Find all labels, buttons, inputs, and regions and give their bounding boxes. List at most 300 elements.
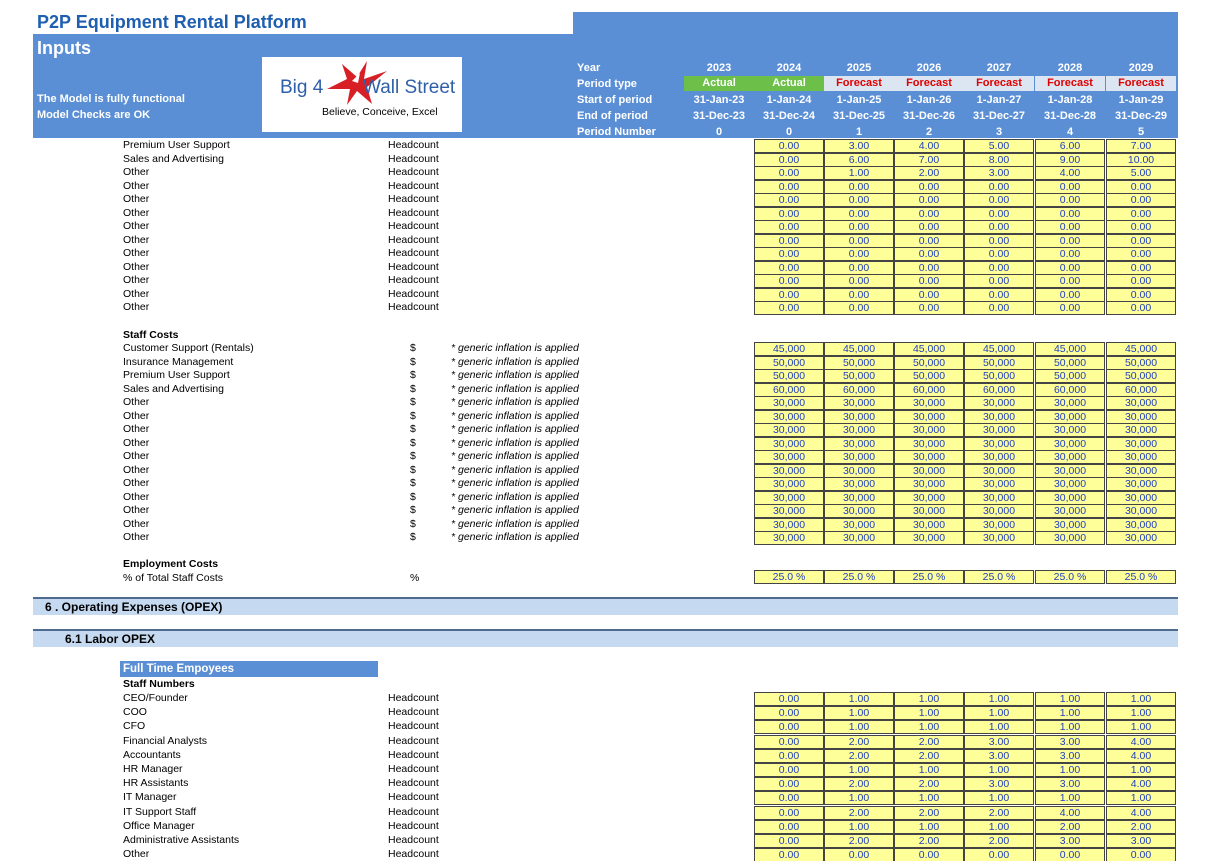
- staff-cost-cell[interactable]: 30,000: [1106, 491, 1176, 505]
- staff-cost-cell[interactable]: 30,000: [894, 410, 964, 424]
- fte-cell[interactable]: 3.00: [1035, 735, 1105, 749]
- staff-cost-cell[interactable]: 30,000: [824, 450, 894, 464]
- staff-cost-cell[interactable]: 60,000: [964, 383, 1034, 397]
- fte-row-unit: Headcount: [388, 805, 439, 818]
- fte-row-label: CEO/Founder: [123, 692, 188, 704]
- staff-cost-cell[interactable]: 30,000: [754, 491, 824, 505]
- end-of-period-2026: 31-Dec-26: [903, 110, 955, 122]
- staff-cost-cell[interactable]: 30,000: [1035, 504, 1105, 518]
- fte-cell[interactable]: 2.00: [894, 777, 964, 791]
- staff-cost-cell[interactable]: 30,000: [1106, 464, 1176, 478]
- employment-costs-label: % of Total Staff Costs: [123, 572, 223, 584]
- fte-cell[interactable]: 1.00: [964, 720, 1034, 734]
- headcount-cell[interactable]: 0.00: [964, 247, 1034, 261]
- staff-cost-cell[interactable]: 30,000: [1035, 396, 1105, 410]
- headcount-cell[interactable]: 0.00: [1106, 261, 1176, 275]
- fte-cell[interactable]: 0.00: [754, 706, 824, 720]
- headcount-cell[interactable]: 4.00: [894, 139, 964, 153]
- employment-cost-cell[interactable]: 25.0 %: [894, 570, 964, 584]
- fte-cell[interactable]: 3.00: [1035, 777, 1105, 791]
- fte-cell[interactable]: 1.00: [894, 692, 964, 706]
- staff-cost-cell[interactable]: 30,000: [824, 410, 894, 424]
- headcount-cell[interactable]: 0.00: [754, 234, 824, 248]
- fte-cell[interactable]: 2.00: [824, 777, 894, 791]
- staff-cost-row-label: Other: [123, 409, 150, 422]
- headcount-cell[interactable]: 0.00: [1035, 193, 1105, 207]
- staff-cost-cell[interactable]: 30,000: [894, 437, 964, 451]
- headcount-cell[interactable]: 0.00: [824, 220, 894, 234]
- staff-cost-cell[interactable]: 60,000: [894, 383, 964, 397]
- staff-cost-cell[interactable]: 30,000: [1035, 531, 1105, 545]
- fte-cell[interactable]: 1.00: [964, 791, 1034, 805]
- period-type-2029: Forecast: [1106, 76, 1176, 91]
- headcount-row-label: Other: [123, 179, 150, 192]
- end-of-period-2028: 31-Dec-28: [1044, 110, 1096, 122]
- staff-cost-cell[interactable]: 30,000: [894, 491, 964, 505]
- staff-cost-row-label: Other: [123, 423, 150, 435]
- staff-cost-cell[interactable]: 30,000: [824, 504, 894, 518]
- staff-cost-row-label: Other: [123, 504, 150, 516]
- headcount-cell[interactable]: 0.00: [894, 193, 964, 207]
- headcount-cell[interactable]: 0.00: [964, 207, 1034, 221]
- fte-cell[interactable]: 3.00: [964, 735, 1034, 749]
- fte-cell[interactable]: 1.00: [824, 763, 894, 777]
- staff-cost-row-label: Sales and Advertising: [123, 382, 224, 395]
- headcount-cell[interactable]: 0.00: [1035, 207, 1105, 221]
- staff-cost-cell[interactable]: 30,000: [1035, 410, 1105, 424]
- employment-cost-cell[interactable]: 25.0 %: [964, 570, 1034, 584]
- staff-cost-cell[interactable]: 30,000: [824, 464, 894, 478]
- staff-cost-cell[interactable]: 30,000: [824, 531, 894, 545]
- fte-cell[interactable]: 3.00: [1035, 749, 1105, 763]
- inflation-note: * generic inflation is applied: [451, 463, 579, 476]
- headcount-cell[interactable]: 0.00: [964, 301, 1034, 315]
- staff-cost-cell[interactable]: 45,000: [1106, 342, 1176, 356]
- fte-cell[interactable]: 0.00: [754, 720, 824, 734]
- staff-cost-cell[interactable]: 30,000: [754, 437, 824, 451]
- staff-cost-cell[interactable]: 30,000: [1035, 491, 1105, 505]
- staff-cost-cell[interactable]: 45,000: [754, 342, 824, 356]
- end-of-period-2029: 31-Dec-29: [1115, 110, 1167, 122]
- staff-cost-cell[interactable]: 50,000: [824, 356, 894, 370]
- headcount-cell[interactable]: 0.00: [824, 180, 894, 194]
- fte-row-label: IT Manager: [123, 791, 177, 804]
- headcount-cell[interactable]: 0.00: [754, 288, 824, 302]
- headcount-cell[interactable]: 0.00: [964, 261, 1034, 275]
- inflation-note: * generic inflation is applied: [451, 531, 579, 543]
- headcount-cell[interactable]: 10.00: [1106, 153, 1176, 167]
- staff-cost-cell[interactable]: 60,000: [824, 383, 894, 397]
- fte-cell[interactable]: 0.00: [1106, 848, 1176, 861]
- staff-cost-cell[interactable]: 30,000: [824, 437, 894, 451]
- header-label-period-type: Period type: [577, 78, 637, 90]
- fte-cell[interactable]: 1.00: [964, 706, 1034, 720]
- fte-cell[interactable]: 0.00: [754, 806, 824, 820]
- headcount-cell[interactable]: 0.00: [1035, 234, 1105, 248]
- staff-cost-cell[interactable]: 30,000: [1035, 450, 1105, 464]
- header-year-2028: 2028: [1057, 62, 1083, 74]
- fte-cell[interactable]: 4.00: [1035, 806, 1105, 820]
- fte-cell[interactable]: 1.00: [824, 706, 894, 720]
- staff-cost-cell[interactable]: 30,000: [1035, 464, 1105, 478]
- headcount-cell[interactable]: 0.00: [754, 247, 824, 261]
- staff-cost-cell[interactable]: 30,000: [964, 477, 1034, 491]
- fte-cell[interactable]: 2.00: [824, 834, 894, 848]
- header-year-2029: 2029: [1128, 62, 1154, 74]
- headcount-cell[interactable]: 0.00: [964, 220, 1034, 234]
- staff-cost-cell[interactable]: 30,000: [754, 531, 824, 545]
- headcount-cell[interactable]: 0.00: [754, 193, 824, 207]
- staff-cost-cell[interactable]: 30,000: [894, 518, 964, 532]
- staff-cost-cell[interactable]: 45,000: [1035, 342, 1105, 356]
- headcount-cell[interactable]: 0.00: [894, 261, 964, 275]
- staff-cost-cell[interactable]: 50,000: [824, 369, 894, 383]
- fte-cell[interactable]: 1.00: [894, 791, 964, 805]
- staff-cost-row-label: Other: [123, 396, 150, 408]
- headcount-cell[interactable]: 0.00: [964, 193, 1034, 207]
- fte-row-label: IT Support Staff: [123, 805, 197, 818]
- fte-cell[interactable]: 1.00: [824, 820, 894, 834]
- fte-cell[interactable]: 1.00: [1106, 692, 1176, 706]
- staff-cost-cell[interactable]: 30,000: [754, 504, 824, 518]
- staff-cost-cell[interactable]: 50,000: [1035, 356, 1105, 370]
- period-type-2026: Forecast: [894, 76, 964, 91]
- headcount-cell[interactable]: 0.00: [894, 247, 964, 261]
- end-of-period-2027: 31-Dec-27: [973, 110, 1025, 122]
- staff-cost-cell[interactable]: 50,000: [964, 369, 1034, 383]
- headcount-cell[interactable]: 0.00: [824, 247, 894, 261]
- staff-cost-cell[interactable]: 30,000: [964, 464, 1034, 478]
- staff-cost-cell[interactable]: 30,000: [1106, 410, 1176, 424]
- headcount-cell[interactable]: 3.00: [964, 166, 1034, 180]
- fte-cell[interactable]: 2.00: [964, 834, 1034, 848]
- fte-cell[interactable]: 2.00: [894, 806, 964, 820]
- fte-cell[interactable]: 1.00: [824, 692, 894, 706]
- company-logo: [262, 57, 462, 132]
- staff-cost-row-unit: $: [410, 423, 416, 435]
- fte-cell[interactable]: 2.00: [894, 834, 964, 848]
- headcount-cell[interactable]: 9.00: [1035, 153, 1105, 167]
- headcount-cell[interactable]: 0.00: [1035, 220, 1105, 234]
- start-of-period-2028: 1-Jan-28: [1047, 94, 1093, 106]
- headcount-cell[interactable]: 0.00: [894, 288, 964, 302]
- headcount-cell[interactable]: 0.00: [824, 261, 894, 275]
- staff-cost-cell[interactable]: 30,000: [754, 410, 824, 424]
- staff-cost-cell[interactable]: 30,000: [824, 423, 894, 437]
- staff-cost-cell[interactable]: 50,000: [894, 356, 964, 370]
- headcount-cell[interactable]: 0.00: [894, 180, 964, 194]
- fte-cell[interactable]: 0.00: [754, 763, 824, 777]
- headcount-cell[interactable]: 0.00: [1106, 180, 1176, 194]
- headcount-cell[interactable]: 3.00: [824, 139, 894, 153]
- staff-cost-cell[interactable]: 30,000: [1106, 450, 1176, 464]
- fte-cell[interactable]: 1.00: [824, 720, 894, 734]
- headcount-cell[interactable]: 0.00: [824, 207, 894, 221]
- staff-cost-cell[interactable]: 30,000: [894, 423, 964, 437]
- employment-cost-cell[interactable]: 25.0 %: [1106, 570, 1176, 584]
- headcount-row-label: Other: [123, 260, 150, 273]
- staff-cost-cell[interactable]: 30,000: [964, 531, 1034, 545]
- headcount-cell[interactable]: 0.00: [824, 288, 894, 302]
- staff-cost-cell[interactable]: 45,000: [894, 342, 964, 356]
- headcount-cell[interactable]: 0.00: [754, 220, 824, 234]
- staff-cost-cell[interactable]: 30,000: [824, 491, 894, 505]
- staff-cost-cell[interactable]: 50,000: [754, 356, 824, 370]
- fte-cell[interactable]: 2.00: [894, 749, 964, 763]
- employment-cost-cell[interactable]: 25.0 %: [824, 570, 894, 584]
- inflation-note: * generic inflation is applied: [451, 409, 579, 422]
- staff-cost-cell[interactable]: 30,000: [964, 396, 1034, 410]
- fte-cell[interactable]: 1.00: [1106, 791, 1176, 805]
- fte-cell[interactable]: 2.00: [824, 749, 894, 763]
- headcount-cell[interactable]: 0.00: [1106, 234, 1176, 248]
- fte-cell[interactable]: 1.00: [894, 720, 964, 734]
- fte-cell[interactable]: 4.00: [1106, 735, 1176, 749]
- headcount-cell[interactable]: 1.00: [824, 166, 894, 180]
- headcount-cell[interactable]: 0.00: [754, 301, 824, 315]
- staff-cost-cell[interactable]: 30,000: [824, 518, 894, 532]
- fte-row-label: Other: [123, 848, 150, 861]
- fte-cell[interactable]: 1.00: [964, 763, 1034, 777]
- fte-cell[interactable]: 1.00: [1035, 692, 1105, 706]
- fte-cell[interactable]: 0.00: [754, 820, 824, 834]
- staff-cost-cell[interactable]: 45,000: [824, 342, 894, 356]
- fte-cell[interactable]: 1.00: [1106, 720, 1176, 734]
- logo-text-right: Wall Street: [363, 77, 456, 98]
- fte-cell[interactable]: 2.00: [894, 735, 964, 749]
- fte-cell[interactable]: 1.00: [894, 706, 964, 720]
- headcount-cell[interactable]: 0.00: [1106, 220, 1176, 234]
- fte-cell[interactable]: 2.00: [1106, 820, 1176, 834]
- staff-cost-cell[interactable]: 30,000: [754, 423, 824, 437]
- headcount-cell[interactable]: 0.00: [1106, 193, 1176, 207]
- headcount-cell[interactable]: 0.00: [894, 301, 964, 315]
- headcount-cell[interactable]: 0.00: [1106, 247, 1176, 261]
- headcount-cell[interactable]: 0.00: [824, 274, 894, 288]
- staff-cost-cell[interactable]: 30,000: [754, 464, 824, 478]
- inflation-note: * generic inflation is applied: [451, 396, 579, 408]
- fte-cell[interactable]: 0.00: [754, 791, 824, 805]
- fte-cell[interactable]: 0.00: [754, 848, 824, 861]
- staff-cost-cell[interactable]: 30,000: [1035, 477, 1105, 491]
- headcount-cell[interactable]: 5.00: [1106, 166, 1176, 180]
- fte-cell[interactable]: 0.00: [754, 834, 824, 848]
- headcount-cell[interactable]: 0.00: [964, 274, 1034, 288]
- headcount-cell[interactable]: 0.00: [1035, 274, 1105, 288]
- fte-cell[interactable]: 4.00: [1106, 777, 1176, 791]
- staff-cost-cell[interactable]: 30,000: [964, 437, 1034, 451]
- staff-cost-cell[interactable]: 60,000: [1106, 383, 1176, 397]
- headcount-cell[interactable]: 0.00: [1106, 274, 1176, 288]
- staff-cost-cell[interactable]: 30,000: [824, 477, 894, 491]
- staff-cost-cell[interactable]: 30,000: [1106, 423, 1176, 437]
- fte-cell[interactable]: 1.00: [894, 820, 964, 834]
- headcount-cell[interactable]: 0.00: [1035, 247, 1105, 261]
- staff-cost-row-unit: $: [410, 396, 416, 408]
- inflation-note: * generic inflation is applied: [451, 477, 579, 489]
- fte-row-label: CFO: [123, 720, 146, 733]
- staff-cost-cell[interactable]: 30,000: [1106, 396, 1176, 410]
- staff-cost-cell[interactable]: 30,000: [1035, 518, 1105, 532]
- employment-costs-unit: %: [410, 572, 420, 584]
- staff-cost-cell[interactable]: 45,000: [964, 342, 1034, 356]
- fte-cell[interactable]: 0.00: [1035, 848, 1105, 861]
- fte-cell[interactable]: 1.00: [964, 692, 1034, 706]
- staff-cost-cell[interactable]: 60,000: [1035, 383, 1105, 397]
- staff-cost-cell[interactable]: 30,000: [1035, 437, 1105, 451]
- headcount-cell[interactable]: 0.00: [824, 193, 894, 207]
- staff-cost-cell[interactable]: 30,000: [964, 504, 1034, 518]
- employment-cost-cell[interactable]: 25.0 %: [754, 570, 824, 584]
- staff-cost-cell[interactable]: 30,000: [754, 518, 824, 532]
- fte-row-unit: Headcount: [388, 763, 439, 775]
- staff-cost-cell[interactable]: 30,000: [964, 491, 1034, 505]
- fte-cell[interactable]: 3.00: [964, 777, 1034, 791]
- header-year-2023: 2023: [706, 62, 732, 74]
- start-of-period-2029: 1-Jan-29: [1118, 94, 1164, 106]
- staff-cost-cell[interactable]: 50,000: [964, 356, 1034, 370]
- staff-cost-cell[interactable]: 30,000: [1106, 531, 1176, 545]
- header-year-2024: 2024: [776, 62, 802, 74]
- staff-cost-cell[interactable]: 30,000: [1035, 423, 1105, 437]
- staff-cost-cell[interactable]: 30,000: [1106, 504, 1176, 518]
- staff-cost-row-label: Other: [123, 517, 150, 530]
- headcount-cell[interactable]: 0.00: [964, 288, 1034, 302]
- fte-row-unit: Headcount: [388, 720, 439, 733]
- staff-cost-row-label: Other: [123, 436, 150, 449]
- headcount-cell[interactable]: 0.00: [1106, 301, 1176, 315]
- staff-cost-row-label: Other: [123, 477, 150, 489]
- fte-cell[interactable]: 0.00: [754, 777, 824, 791]
- staff-cost-cell[interactable]: 30,000: [894, 531, 964, 545]
- headcount-cell[interactable]: 0.00: [964, 180, 1034, 194]
- staff-cost-cell[interactable]: 30,000: [754, 450, 824, 464]
- staff-cost-cell[interactable]: 30,000: [1106, 477, 1176, 491]
- staff-cost-cell[interactable]: 30,000: [894, 464, 964, 478]
- top-header-bar: [573, 12, 1178, 34]
- fte-cell[interactable]: 4.00: [1106, 806, 1176, 820]
- fte-cell[interactable]: 2.00: [1035, 820, 1105, 834]
- fte-cell[interactable]: 1.00: [1106, 763, 1176, 777]
- period-type-2023: Actual: [684, 76, 754, 91]
- headcount-cell[interactable]: 6.00: [1035, 139, 1105, 153]
- fte-cell[interactable]: 1.00: [1035, 720, 1105, 734]
- fte-cell[interactable]: 0.00: [754, 749, 824, 763]
- staff-cost-cell[interactable]: 30,000: [824, 396, 894, 410]
- fte-cell[interactable]: 1.00: [1035, 706, 1105, 720]
- headcount-cell[interactable]: 0.00: [1035, 180, 1105, 194]
- fte-cell[interactable]: 1.00: [894, 763, 964, 777]
- headcount-cell[interactable]: 0.00: [754, 153, 824, 167]
- headcount-cell[interactable]: 5.00: [964, 139, 1034, 153]
- staff-cost-cell[interactable]: 30,000: [894, 504, 964, 518]
- headcount-cell[interactable]: 0.00: [754, 180, 824, 194]
- headcount-cell[interactable]: 0.00: [1035, 261, 1105, 275]
- staff-cost-cell[interactable]: 30,000: [754, 396, 824, 410]
- employment-cost-cell[interactable]: 25.0 %: [1035, 570, 1105, 584]
- fte-cell[interactable]: 1.00: [1035, 763, 1105, 777]
- staff-cost-row-label: Other: [123, 531, 150, 543]
- fte-cell[interactable]: 0.00: [894, 848, 964, 861]
- end-of-period-2024: 31-Dec-24: [763, 110, 815, 122]
- staff-cost-cell[interactable]: 30,000: [964, 410, 1034, 424]
- inflation-note: * generic inflation is applied: [451, 490, 579, 503]
- headcount-cell[interactable]: 0.00: [754, 274, 824, 288]
- headcount-cell[interactable]: 0.00: [894, 220, 964, 234]
- fte-cell[interactable]: 3.00: [1106, 834, 1176, 848]
- fte-cell[interactable]: 0.00: [754, 735, 824, 749]
- headcount-cell[interactable]: 0.00: [824, 234, 894, 248]
- fte-cell[interactable]: 4.00: [1106, 749, 1176, 763]
- headcount-cell[interactable]: 4.00: [1035, 166, 1105, 180]
- fte-cell[interactable]: 3.00: [1035, 834, 1105, 848]
- staff-cost-cell[interactable]: 30,000: [894, 477, 964, 491]
- staff-cost-cell[interactable]: 50,000: [894, 369, 964, 383]
- fte-cell[interactable]: 3.00: [964, 749, 1034, 763]
- staff-cost-cell[interactable]: 30,000: [964, 450, 1034, 464]
- staff-cost-cell[interactable]: 30,000: [894, 396, 964, 410]
- fte-cell[interactable]: 0.00: [754, 692, 824, 706]
- inflation-note: * generic inflation is applied: [451, 369, 579, 381]
- fte-cell[interactable]: 2.00: [824, 735, 894, 749]
- fte-cell[interactable]: 1.00: [1106, 706, 1176, 720]
- staff-costs-heading: Staff Costs: [123, 329, 179, 341]
- staff-cost-cell[interactable]: 30,000: [894, 450, 964, 464]
- staff-cost-cell[interactable]: 30,000: [754, 477, 824, 491]
- fte-cell[interactable]: 0.00: [964, 848, 1034, 861]
- fte-cell[interactable]: 1.00: [824, 791, 894, 805]
- fte-cell[interactable]: 2.00: [824, 806, 894, 820]
- headcount-cell[interactable]: 8.00: [964, 153, 1034, 167]
- staff-cost-cell[interactable]: 30,000: [1106, 437, 1176, 451]
- staff-cost-cell[interactable]: 60,000: [754, 383, 824, 397]
- headcount-row-label: Other: [123, 247, 150, 259]
- fte-cell[interactable]: 2.00: [964, 806, 1034, 820]
- headcount-cell[interactable]: 0.00: [1035, 301, 1105, 315]
- headcount-cell[interactable]: 0.00: [754, 139, 824, 153]
- headcount-cell[interactable]: 0.00: [964, 234, 1034, 248]
- fte-cell[interactable]: 1.00: [1035, 791, 1105, 805]
- staff-cost-row-unit: $: [410, 450, 416, 462]
- headcount-cell[interactable]: 6.00: [824, 153, 894, 167]
- staff-cost-cell[interactable]: 50,000: [1035, 369, 1105, 383]
- headcount-cell[interactable]: 7.00: [1106, 139, 1176, 153]
- headcount-cell[interactable]: 0.00: [754, 207, 824, 221]
- staff-cost-cell[interactable]: 30,000: [964, 423, 1034, 437]
- headcount-cell[interactable]: 0.00: [894, 207, 964, 221]
- fte-row-label: Office Manager: [123, 819, 195, 832]
- fte-cell[interactable]: 1.00: [964, 820, 1034, 834]
- headcount-cell[interactable]: 7.00: [894, 153, 964, 167]
- headcount-cell[interactable]: 0.00: [754, 261, 824, 275]
- staff-cost-cell[interactable]: 50,000: [1106, 356, 1176, 370]
- headcount-cell[interactable]: 0.00: [824, 301, 894, 315]
- fte-cell[interactable]: 0.00: [824, 848, 894, 861]
- headcount-cell[interactable]: 0.00: [1106, 207, 1176, 221]
- staff-cost-cell[interactable]: 30,000: [1106, 518, 1176, 532]
- fte-row-unit: Headcount: [388, 706, 439, 719]
- headcount-cell[interactable]: 2.00: [894, 166, 964, 180]
- headcount-cell[interactable]: 0.00: [894, 274, 964, 288]
- staff-cost-cell[interactable]: 30,000: [964, 518, 1034, 532]
- headcount-cell[interactable]: 0.00: [894, 234, 964, 248]
- staff-cost-cell[interactable]: 50,000: [754, 369, 824, 383]
- headcount-cell[interactable]: 0.00: [1106, 288, 1176, 302]
- headcount-cell[interactable]: 0.00: [1035, 288, 1105, 302]
- period-type-2025: Forecast: [824, 76, 894, 91]
- headcount-cell[interactable]: 0.00: [754, 166, 824, 180]
- staff-cost-cell[interactable]: 50,000: [1106, 369, 1176, 383]
